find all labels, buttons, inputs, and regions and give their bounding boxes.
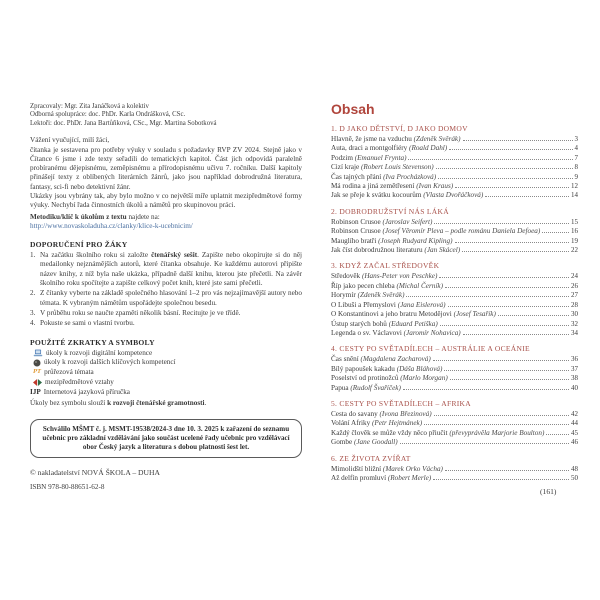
entry-title: Cesta do savany <box>331 409 378 418</box>
dotted-leader <box>403 389 569 390</box>
entry-page: 46 <box>571 438 578 447</box>
entry-title: Robinson Crusoe <box>331 217 381 226</box>
entry-title: Robinson Crusoe <box>331 227 381 236</box>
entry-title: Cizí kraje <box>331 163 360 172</box>
dotted-leader <box>433 360 569 361</box>
credit-line: Lektoři: doc. PhDr. Jana Bartůňková, CSc., Mgr. Martina Sobotková <box>30 119 217 127</box>
entry-title: O Konstantinovi a jeho bratru Metodějovi <box>331 310 452 319</box>
dotted-leader <box>445 470 569 471</box>
entry-author: (Marek Orko Vácha) <box>381 464 443 473</box>
dotted-leader <box>498 315 569 316</box>
credit-line: Zpracovaly: Mgr. Zita Janáčková a kolektiv <box>30 103 149 110</box>
toc-section-heading: 4. CESTY PO SVĚTADÍLECH – AUSTRÁLIE A OCEÁNIE <box>331 344 530 354</box>
dotted-leader <box>455 187 569 188</box>
entry-title: Podzim <box>331 153 353 162</box>
entry-author: (Josef Věromír Pleva – podle románu Daniela Defoea) <box>380 227 541 236</box>
recommendation-item <box>30 319 302 328</box>
toc-section-heading: 3. KDYŽ ZAČAL STŘEDOVĚK <box>331 261 440 271</box>
toc-entry <box>331 218 578 227</box>
isbn: ISBN 978-80-88651-62-8 <box>30 483 105 492</box>
symbols-note <box>30 399 302 408</box>
toc-section-heading: 1. D JAKO DĚTSTVÍ, D JAKO DOMOV <box>331 124 468 133</box>
entry-author: (Magdalena Zacharová) <box>358 355 431 364</box>
laptop-icon <box>33 349 43 357</box>
recommendation-item <box>30 251 302 288</box>
dotted-leader <box>546 434 569 435</box>
entry-title: Volání Afriky <box>331 419 371 428</box>
recommendation-item <box>30 289 302 308</box>
entry-page: 37 <box>571 364 578 373</box>
cross-subject-icon <box>33 379 42 386</box>
entry-author: (Jan Skácel) <box>422 246 461 255</box>
dotted-leader <box>455 242 569 243</box>
toc-entry <box>331 291 578 300</box>
entry-author: (Hans-Peter von Peschke) <box>360 272 438 281</box>
entry-title: Každý člověk se může vždy něco přiučit <box>331 428 448 437</box>
entry-author: (Emanuel Frynta) <box>352 153 407 162</box>
entry-title: Gombe <box>331 438 353 447</box>
entry-page: 14 <box>571 191 578 200</box>
entry-author: (převyprávěla Marjorie Boulton) <box>447 428 545 437</box>
entry-author: (Marlo Morgan) <box>398 374 448 383</box>
entry-page: 34 <box>571 328 578 337</box>
toc-entry <box>331 355 578 364</box>
methodology-note <box>30 213 302 222</box>
symbols-list <box>30 349 302 397</box>
entry-author: (Robert Louis Stevenson) <box>359 163 434 172</box>
symbol-label: úkoly k rozvoji dalších klíčových kompetencí <box>44 358 176 367</box>
entry-title: Jak se přeje k svátku kocourům <box>331 191 422 200</box>
symbol-row <box>33 349 302 358</box>
entry-author: (Jana Eislerová) <box>395 300 446 309</box>
dotted-leader <box>434 415 569 416</box>
toc-section-heading: 2. DOBRODRUŽSTVÍ NÁS LÁKÁ <box>331 206 449 216</box>
toc-entry <box>331 227 578 236</box>
credit-line: Odborná spolupráce: doc. PhDr. Karla Ondrášková, CSc. <box>30 111 186 119</box>
dotted-leader <box>439 277 569 278</box>
entry-page: 9 <box>574 172 578 181</box>
dotted-leader <box>449 149 572 150</box>
entry-title: Horymír <box>331 291 356 300</box>
toc-section-heading: 6. ZE ŽIVOTA ZVÍŘAT <box>331 453 411 463</box>
dotted-leader <box>408 159 572 160</box>
entry-author: (Joseph Rudyard Kipling) <box>376 236 453 245</box>
item-number: 2. <box>30 289 36 298</box>
entry-title: Až delfín promluví <box>331 473 387 482</box>
entry-page: 48 <box>571 464 578 473</box>
entry-page: 32 <box>571 319 578 328</box>
entry-title: Mimolidští bližní <box>331 464 382 473</box>
entry-title: Legenda o sv. Václavovi <box>331 328 402 337</box>
toc-entry <box>331 365 578 374</box>
entry-page: 30 <box>571 310 578 319</box>
entry-title: Říp jako pecen chleba <box>331 281 395 290</box>
item-number: 3. <box>30 308 36 317</box>
toc-entry <box>331 410 578 419</box>
entry-author: (Petr Hejtmánek) <box>370 419 423 428</box>
dotted-leader <box>434 223 569 224</box>
entry-page: 26 <box>571 281 578 290</box>
salutation: Vážení vyučující, milí žáci, <box>30 136 110 145</box>
entry-page: 12 <box>571 182 578 191</box>
entry-page: 4 <box>574 144 578 153</box>
entry-author: (Jane Goodall) <box>352 438 398 447</box>
entry-page: 28 <box>571 300 578 309</box>
entry-title: Papua <box>331 383 349 392</box>
toc-entry <box>331 310 578 319</box>
toc-entry <box>331 329 578 338</box>
dotted-leader <box>448 306 569 307</box>
toc-title: Obsah <box>331 101 375 117</box>
methodology-note-rest: najdete na: <box>126 212 160 221</box>
dotted-leader <box>406 296 569 297</box>
toc-entry <box>331 438 578 447</box>
toc-entry <box>331 144 578 153</box>
symbol-label: průřezová témata <box>44 368 94 377</box>
entry-page: 15 <box>571 217 578 226</box>
right-page-toc <box>331 100 578 483</box>
toc-entry <box>331 191 578 200</box>
entry-title: Středověk <box>331 272 361 281</box>
dotted-leader <box>436 168 573 169</box>
left-page <box>30 103 302 492</box>
dotted-leader <box>445 287 569 288</box>
publisher-copyright: © nakladatelství NOVÁ ŠKOLA – DUHA <box>30 468 160 478</box>
page-folio: (161) <box>540 487 557 496</box>
entry-page: 16 <box>571 227 578 236</box>
entry-page: 38 <box>571 374 578 383</box>
methodology-link[interactable]: http://www.novaskoladuha.cz/clanky/klice-k-ucebnicim/ <box>30 221 193 230</box>
entry-page: 8 <box>574 163 578 172</box>
toc-entry <box>331 419 578 428</box>
entry-title: Poselství od protinožců <box>331 374 399 383</box>
dotted-leader <box>440 325 569 326</box>
dotted-leader <box>444 370 569 371</box>
entry-page: 3 <box>574 135 578 143</box>
toc-entry <box>331 429 578 438</box>
dotted-leader <box>542 232 569 233</box>
toc-entry <box>331 246 578 255</box>
symbols-note-post: . <box>204 398 207 407</box>
symbol-label: úkoly k rozvoji digitální kompetence <box>46 348 153 357</box>
toc-entry <box>331 384 578 393</box>
entry-author: (Dáša Bláhová) <box>394 364 443 373</box>
symbol-row <box>33 378 302 387</box>
entry-author: (Rudolf Švaříček) <box>348 383 401 392</box>
entry-author: (Michal Černík) <box>394 281 443 290</box>
entry-page: 44 <box>571 419 578 428</box>
entry-author: (Zdeněk Svěrák) <box>355 291 405 300</box>
entry-author: (Eduard Petiška) <box>386 319 438 328</box>
toc-entry <box>331 272 578 281</box>
dotted-leader <box>463 140 573 141</box>
entry-page: 50 <box>571 473 578 482</box>
abbr-ijp: IJP <box>30 387 41 396</box>
entry-page: 40 <box>571 383 578 392</box>
entry-title: Hlavně, že jsme na vzduchu <box>331 135 412 143</box>
entry-title: Má rodina a jiná zemětřesení <box>331 182 415 191</box>
entry-title: O Libuši a Přemyslovi <box>331 300 396 309</box>
intro-paragraph-2: Ukázky jsou vybrány tak, aby bylo možno v co největší míře uplatnit mezipředmětové formy výuky. Nechybí řada činnostních úkolů a námětů pro skupinovou práci. <box>30 192 302 210</box>
entry-title: Ústup starých bohů <box>331 319 387 328</box>
entry-author: (Ivona Březinová) <box>377 409 432 418</box>
entry-title: Mauglího bratři <box>331 236 377 245</box>
toc-entry <box>331 154 578 163</box>
ministry-approval-box: Schválilo MŠMT č. j. MSMT-19538/2024-3 dne 10. 3. 2025 k zařazení do seznamu učebnic pro základní vzdělávání jako součást ucelené řady učebnic pro vzdělávací obor Český jazyk a literatura s dobou platnosti šest let. <box>30 419 302 459</box>
entry-author: (Robert Merle) <box>386 473 432 482</box>
entry-page: 7 <box>574 153 578 162</box>
key-competence-icon <box>33 359 41 367</box>
entry-page: 42 <box>571 409 578 418</box>
dotted-leader <box>424 424 569 425</box>
entry-page: 19 <box>571 236 578 245</box>
intro-paragraph-1: čítanka je sestavena pro potřeby výuky v souladu s požadavky RVP ZV 2024. Stejně jako v Čítance 6 jsme i zde texty seřadili do tematických kapitol. Část jich odpovídá paralelně probíranému dějepisnému, zeměpisnému a přírodopisnému učivu 7. ročníku. Další kapitoly přinášejí texty z oblíbených literárních žánrů, jako jsou například dobrodružná literatura, fantasy, sci-fi nebo detektivní žánr. <box>30 145 302 191</box>
toc-entry <box>331 301 578 310</box>
item-text: Na začátku školního roku si založte čtenářský sešit. Zapište nebo okopírujte si do něj medailonky nejznámějších autorů, které čítanka obsahuje. Ke každému autorovi připište název knihy, z níž byla naše ukázka, případně další knihu, kterou jste přečetli. Na závěr školního roku spočítejte a zapište celkový počet knih, které jste sami přečetli. <box>40 251 303 288</box>
symbol-row <box>33 368 302 377</box>
symbol-label: mezipředmětové vztahy <box>45 377 114 386</box>
dotted-leader <box>462 251 569 252</box>
entry-title: Bílý papoušek kakadu <box>331 364 395 373</box>
entry-title: Auta, draci a montgolfiéry <box>331 144 408 153</box>
recommendations-list <box>30 251 302 328</box>
toc-entry <box>331 374 578 383</box>
credits <box>30 103 302 128</box>
toc-entry <box>331 282 578 291</box>
item-number: 1. <box>30 251 36 260</box>
entry-author: (Jaroslav Seifert) <box>380 217 433 226</box>
entry-title: Čas snění <box>331 355 359 364</box>
entry-page: 36 <box>571 355 578 364</box>
symbol-label: Internetová jazyková příručka <box>43 387 130 396</box>
entry-page: 24 <box>571 272 578 281</box>
dotted-leader <box>438 178 572 179</box>
entry-author: (Jaromír Nohavica) <box>401 328 461 337</box>
toc-entry <box>331 173 578 182</box>
toc-sections <box>331 124 578 483</box>
entry-page: 27 <box>571 291 578 300</box>
entry-author: (Josef Tesařík) <box>451 310 496 319</box>
toc-entry <box>331 237 578 246</box>
toc-entry <box>331 320 578 329</box>
toc-section-heading: 5. CESTY PO SVĚTADÍLECH – AFRIKA <box>331 398 471 408</box>
methodology-note-bold: Metodiku/klíč k úkolům z textu <box>30 212 127 221</box>
symbols-note-pre: Úkoly bez symbolu slouží <box>30 398 108 407</box>
recommendation-item <box>30 309 302 318</box>
recommendations-title: DOPORUČENÍ PRO ŽÁKY <box>30 240 128 250</box>
entry-author: (Iva Procházková) <box>381 172 437 181</box>
symbols-title: POUŽITÉ ZKRATKY A SYMBOLY <box>30 337 155 347</box>
entry-author: (Vlasta Dvořáčková) <box>421 191 484 200</box>
abbr-pt: PT <box>33 368 42 376</box>
dotted-leader <box>400 443 569 444</box>
item-text: Pokuste se sami o vlastní tvorbu. <box>40 319 135 328</box>
toc-entry <box>331 474 578 483</box>
dotted-leader <box>433 479 569 480</box>
item-number: 4. <box>30 319 36 328</box>
entry-title: Čas tajných přání <box>331 172 382 181</box>
entry-page: 45 <box>571 428 578 437</box>
symbol-row <box>33 358 302 367</box>
toc-entry <box>331 163 578 172</box>
toc-entry <box>331 465 578 474</box>
entry-page: 22 <box>571 246 578 255</box>
dotted-leader <box>463 334 569 335</box>
dotted-leader <box>485 196 569 197</box>
entry-title: Jak číst dobrodružnou literaturu <box>331 246 423 255</box>
entry-author: (Ivan Kraus) <box>414 182 454 191</box>
symbols-note-bold: k rozvoji čtenářské gramotnosti <box>107 398 205 407</box>
dotted-leader <box>450 379 569 380</box>
symbol-row <box>30 387 302 397</box>
item-text: Z čítanky vyberte na základě společného hlasování 1–2 pro vás nejzajímavější autory nebo témata. K vybraným námětům uspořádejte společnou besedu. <box>40 289 302 307</box>
entry-author: (Zdeněk Svěrák) <box>411 135 461 143</box>
entry-author: (Roald Dahl) <box>407 144 448 153</box>
item-text: V průběhu roku se naučte zpaměti několik básní. Recitujte je ve třídě. <box>40 308 241 317</box>
toc-entry <box>331 135 578 144</box>
